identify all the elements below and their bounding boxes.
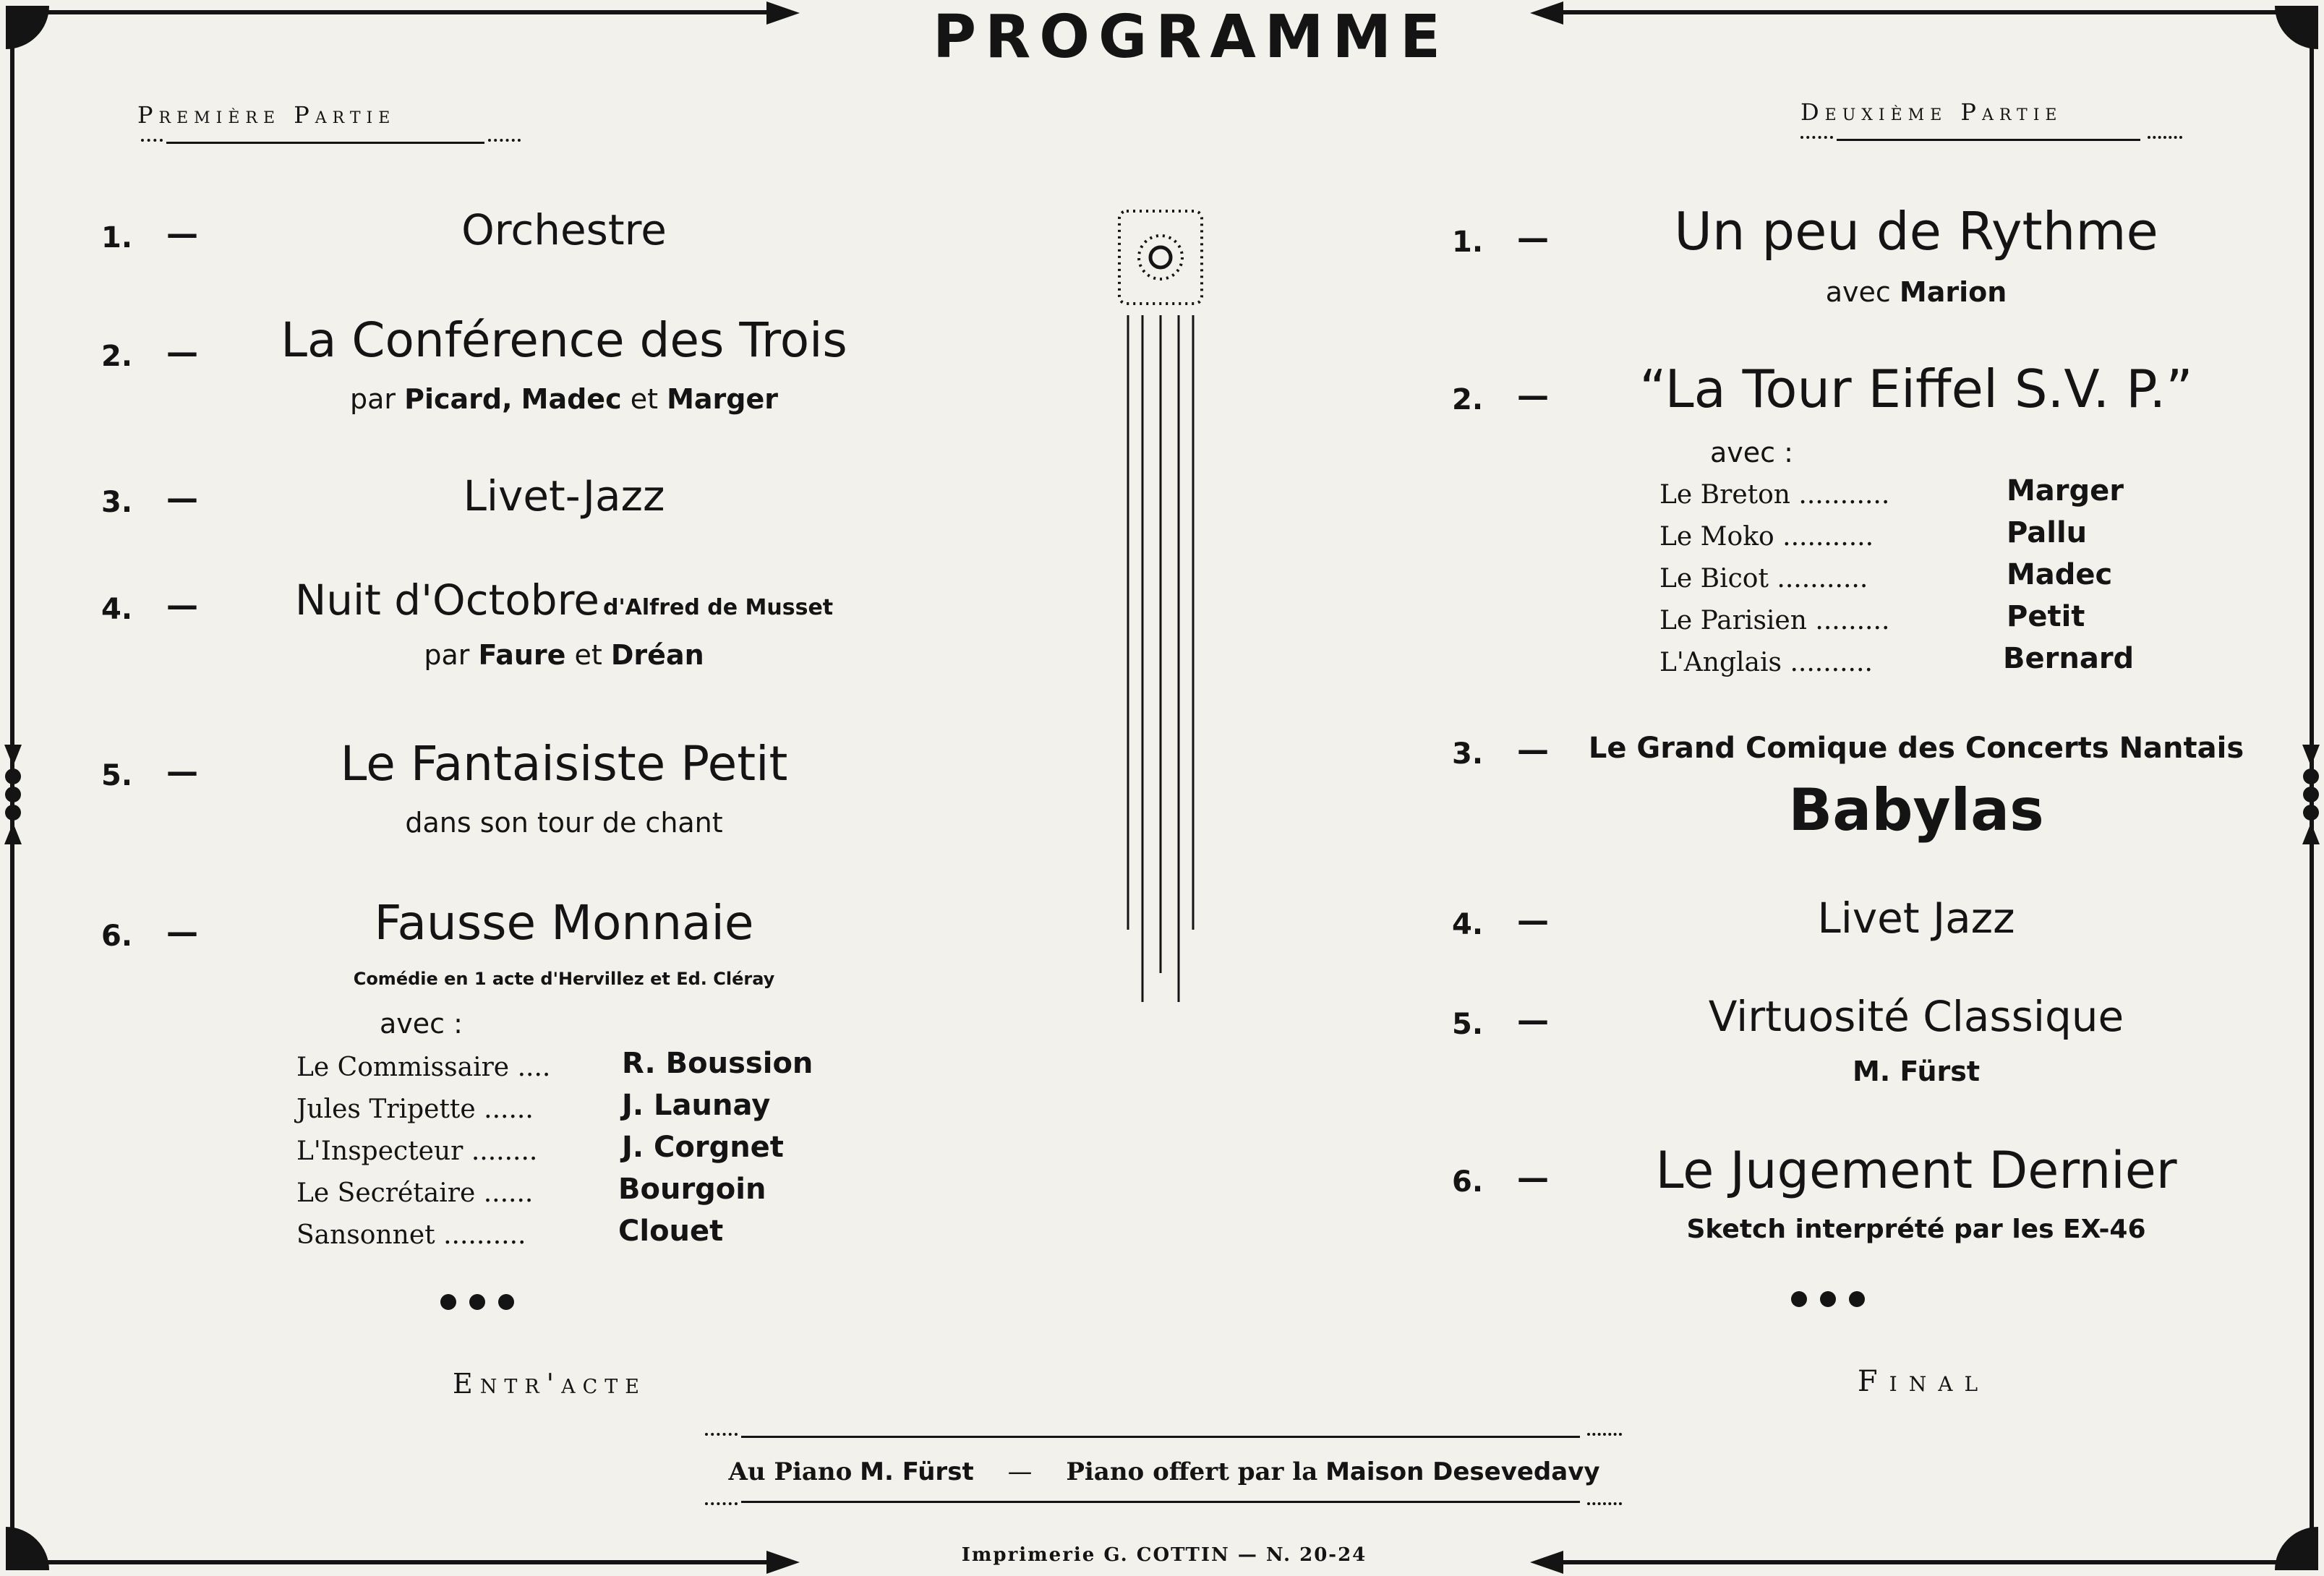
item-subtitle: Sketch interprété par les EX-46: [1686, 1215, 2146, 1244]
credit-name: Marion: [1899, 276, 2007, 308]
page-title: PROGRAMME: [933, 3, 1450, 72]
item-title: Fausse Monnaie: [374, 895, 754, 951]
item-subtitle: dans son tour de chant: [405, 807, 723, 839]
footer-rule: [741, 1501, 1580, 1503]
arrow-right-icon: [766, 1551, 800, 1574]
frame-top-left-line: [22, 10, 774, 14]
item-number: 4.: [1452, 908, 1484, 941]
credit-name: Picard,: [404, 383, 513, 415]
item-number: 3.: [1452, 737, 1484, 771]
cast-actor: Bourgoin: [618, 1173, 766, 1206]
cast-role: L'Inspecteur ........: [296, 1136, 538, 1166]
offered-label: Piano offert par la: [1066, 1457, 1318, 1486]
item-title: Le Fantaisiste Petit: [340, 736, 788, 792]
item-number: 4.: [101, 593, 133, 626]
item-subtitle: Babylas: [1788, 776, 2044, 844]
cast-role: Sansonnet ..........: [296, 1220, 526, 1250]
item-dash: —: [166, 334, 198, 371]
arrow-left-icon: [1530, 1, 1563, 25]
part1-closing: Entr'acte: [452, 1368, 647, 1400]
item-dash: —: [1517, 1002, 1549, 1039]
corner-ornament: [6, 1527, 49, 1570]
cast-role: Le Moko ...........: [1659, 522, 1874, 552]
cast-actor: Madec: [2007, 558, 2113, 591]
item-dash: —: [1517, 220, 1549, 257]
item-credit: [1569, 276, 2263, 308]
corner-ornament: [2275, 6, 2318, 49]
cast-actor: Clouet: [618, 1215, 724, 1248]
arrow-left-icon: [1530, 1551, 1563, 1574]
item-subtitle: Comédie en 1 acte d'Hervillez et Ed. Cléray: [353, 969, 775, 989]
cast-actor: Bernard: [2003, 642, 2135, 675]
center-ornament: [1114, 207, 1208, 1009]
cast-label: avec :: [380, 1008, 463, 1040]
footer-rule: [1587, 1502, 1622, 1505]
item-title: Virtuosité Classique: [1708, 992, 2124, 1041]
item-number: 1.: [1452, 226, 1484, 259]
cast-role: Le Breton ...........: [1659, 480, 1890, 510]
part2-heading: Deuxième Partie: [1800, 98, 2063, 126]
part2-heading-rule: [1837, 139, 2140, 141]
frame-bottom-right-line: [1555, 1560, 2307, 1564]
footer-rule: [705, 1502, 738, 1505]
item-dash: —: [166, 587, 198, 624]
item-title: Un peu de Rythme: [1674, 201, 2158, 262]
part1-heading-rule: [141, 139, 163, 142]
credit-joiner: et: [574, 639, 602, 671]
item-number: 5.: [101, 759, 133, 792]
item-credit: [217, 639, 911, 671]
cast-role: Le Commissaire ....: [296, 1053, 551, 1082]
item-number: 6.: [101, 920, 133, 953]
item-dash: —: [166, 480, 198, 517]
item-title-suffix: d'Alfred de Musset: [602, 595, 834, 620]
arrow-right-icon: [766, 1, 800, 25]
part2-closing: Final: [1857, 1365, 1990, 1398]
item-number: 2.: [101, 340, 133, 373]
side-ornament-right: [2299, 745, 2323, 846]
item-title: Livet Jazz: [1817, 894, 2015, 943]
separator-dots: [1785, 1291, 1871, 1310]
item-credit: [217, 383, 911, 415]
frame-top-right-line: [1555, 10, 2307, 14]
cast-role: L'Anglais ..........: [1659, 648, 1873, 677]
item-subtitle: M. Fürst: [1852, 1055, 1981, 1087]
part2-heading-rule: [1800, 136, 1833, 139]
cast-role: Le Parisien .........: [1659, 606, 1890, 635]
item-title: Le Jugement Dernier: [1655, 1141, 2177, 1200]
cast-actor: Marger: [2007, 474, 2124, 508]
item-title: [217, 575, 911, 625]
credit-prefix: par: [424, 639, 470, 671]
credit-prefix: avec: [1825, 276, 1891, 308]
cast-actor: Pallu: [2007, 516, 2088, 549]
item-dash: —: [1517, 732, 1549, 768]
item-number: 3.: [101, 486, 133, 519]
cast-actor: Petit: [2007, 600, 2085, 633]
offered-name: Maison Desevedavy: [1325, 1457, 1600, 1486]
cast-role: Jules Tripette ......: [296, 1095, 534, 1124]
frame-bottom-left-line: [22, 1560, 774, 1564]
item-number: 5.: [1452, 1008, 1484, 1041]
part1-heading: Première Partie: [137, 101, 396, 129]
piano-credit: [694, 1457, 1634, 1486]
credit-name: Faure: [478, 639, 566, 671]
item-number: 2.: [1452, 383, 1484, 416]
piano-label: Au Piano: [728, 1457, 853, 1486]
footer-dash: —: [1007, 1457, 1033, 1486]
cast-actor: J. Corgnet: [622, 1131, 784, 1164]
footer-rule: [705, 1433, 738, 1436]
item-title: La Conférence des Trois: [281, 312, 847, 368]
item-dash: —: [1517, 1160, 1549, 1196]
cast-actor: R. Boussion: [622, 1047, 813, 1080]
piano-name: M. Fürst: [860, 1457, 974, 1486]
printer-credit: Imprimerie G. COTTIN — N. 20-24: [961, 1544, 1367, 1566]
item-dash: —: [166, 753, 198, 790]
item-title-text: Nuit d'Octobre: [294, 575, 599, 625]
deco-emblem-icon: [1114, 207, 1208, 1009]
footer-rule: [741, 1436, 1580, 1438]
cast-label: avec :: [1710, 437, 1793, 468]
credit-joiner: et: [630, 383, 658, 415]
item-dash: —: [1517, 902, 1549, 939]
credit-name: Marger: [667, 383, 778, 415]
item-title: Livet-Jazz: [463, 471, 665, 521]
item-title: Le Grand Comique des Concerts Nantais: [1588, 732, 2244, 765]
item-number: 1.: [101, 221, 133, 254]
cast-actor: J. Launay: [622, 1089, 771, 1122]
part2-heading-rule: [2148, 136, 2182, 139]
corner-ornament: [2275, 1527, 2318, 1570]
corner-ornament: [6, 6, 49, 49]
item-title: Orchestre: [461, 205, 667, 254]
credit-name: Dréan: [610, 639, 704, 671]
item-title: “La Tour Eiffel S.V. P.”: [1639, 359, 2193, 419]
item-dash: —: [166, 215, 198, 252]
item-dash: —: [1517, 377, 1549, 414]
footer-rule: [1587, 1433, 1622, 1436]
separator-dots: [434, 1294, 521, 1313]
part1-heading-rule: [166, 142, 484, 144]
cast-role: Le Bicot ...........: [1659, 564, 1868, 594]
credit-prefix: par: [350, 383, 396, 415]
cast-role: Le Secrétaire ......: [296, 1178, 534, 1208]
part1-heading-rule: [488, 139, 521, 142]
side-ornament-left: [1, 745, 25, 846]
item-number: 6.: [1452, 1165, 1484, 1199]
credit-name: Madec: [521, 383, 622, 415]
item-dash: —: [166, 914, 198, 951]
